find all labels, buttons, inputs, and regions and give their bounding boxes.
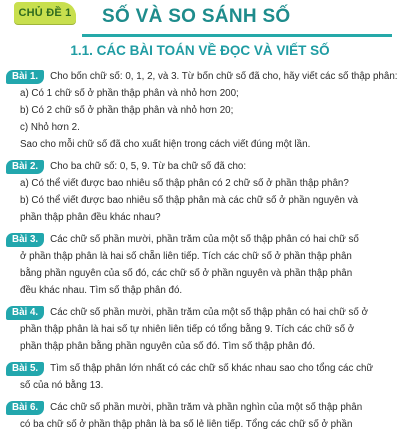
problem-3 xyxy=(6,231,396,299)
problem-list xyxy=(6,68,396,438)
section-heading: 1.1. CÁC BÀI TOÁN VỀ ĐỌC VÀ VIẾT SỐ xyxy=(70,43,330,58)
problem-line: a) Có 1 chữ số ở phần thập phân và nhỏ hơn 200; xyxy=(20,88,239,99)
problem-line: số của nó bằng 13. xyxy=(20,380,104,391)
problem-line xyxy=(6,158,396,175)
problem-line: bằng phần nguyên của số đó, các chữ số ở phần nguyên và phần thập phân xyxy=(20,268,353,279)
problem-line xyxy=(6,68,396,85)
problem-1 xyxy=(6,68,396,153)
problem-text: Các chữ số phần mười, phần trăm và phần nghìn của một số thập phân xyxy=(50,402,363,413)
problem-line xyxy=(6,399,396,416)
problem-badge: Bài 2. xyxy=(6,160,44,174)
topic-label: CHỦ ĐỀ 1 xyxy=(18,7,72,19)
problem-line: có ba chữ số ở phần thập phân là ba số lẻ liên tiếp. Tổng các chữ số ở phần xyxy=(20,419,353,430)
problem-line: đều khác nhau. Tìm số thập phân đó. xyxy=(20,285,183,296)
page-title: SỐ VÀ SO SÁNH SỐ xyxy=(102,6,291,27)
problem-badge: Bài 5. xyxy=(6,362,44,376)
problem-line: phần thập phân đều khác nhau? xyxy=(20,212,161,223)
problem-4 xyxy=(6,304,396,355)
problem-badge: Bài 1. xyxy=(6,70,44,84)
problem-line: b) Có 2 chữ số ở phần thập phân và nhỏ hơn 20; xyxy=(20,105,234,116)
title-bar xyxy=(82,2,392,37)
problem-text: Tìm số thập phân lớn nhất có các chữ số khác nhau sao cho tổng các chữ xyxy=(50,363,374,374)
topic-badge xyxy=(14,2,76,24)
problem-6 xyxy=(6,399,396,433)
problem-5 xyxy=(6,360,396,394)
problem-text: Các chữ số phần mười, phần trăm của một số thập phân có hai chữ số ở xyxy=(50,307,369,318)
problem-line xyxy=(6,304,396,321)
problem-text: Các chữ số phần mười, phần trăm của một số thập phân có hai chữ số xyxy=(50,234,359,245)
problem-line: ở phần thập phân là hai số chẵn liên tiếp. Tích các chữ số ở phần thập phân xyxy=(20,251,352,262)
problem-text: Cho ba chữ số: 0, 5, 9. Từ ba chữ số đã cho: xyxy=(50,161,247,172)
problem-badge: Bài 6. xyxy=(6,401,44,415)
problem-line: a) Có thể viết được bao nhiêu số thập phân có 2 chữ số ở phần thập phân? xyxy=(20,178,349,189)
problem-line: Sao cho mỗi chữ số đã cho xuất hiện trong cách viết đúng một lần. xyxy=(20,139,311,150)
problem-line: phần thập phân là hai số tự nhiên liên tiếp có tổng bằng 9. Tích các chữ số ở xyxy=(20,324,355,335)
problem-line xyxy=(6,231,396,248)
problem-line: phần thập phân bằng phần nguyên của số đó. Tìm số thập phân đó. xyxy=(20,341,316,352)
problem-text: Cho bốn chữ số: 0, 1, 2, và 3. Từ bốn chữ số đã cho, hãy viết các số thập phân: xyxy=(50,71,398,82)
problem-line: c) Nhỏ hơn 2. xyxy=(20,122,80,133)
problem-line: b) Có thể viết được bao nhiêu số thập phân mà các chữ số ở phần nguyên và xyxy=(20,195,359,206)
page-header xyxy=(0,0,400,40)
problem-2 xyxy=(6,158,396,226)
problem-line xyxy=(6,360,396,377)
problem-badge: Bài 3. xyxy=(6,233,44,247)
problem-badge: Bài 4. xyxy=(6,306,44,320)
